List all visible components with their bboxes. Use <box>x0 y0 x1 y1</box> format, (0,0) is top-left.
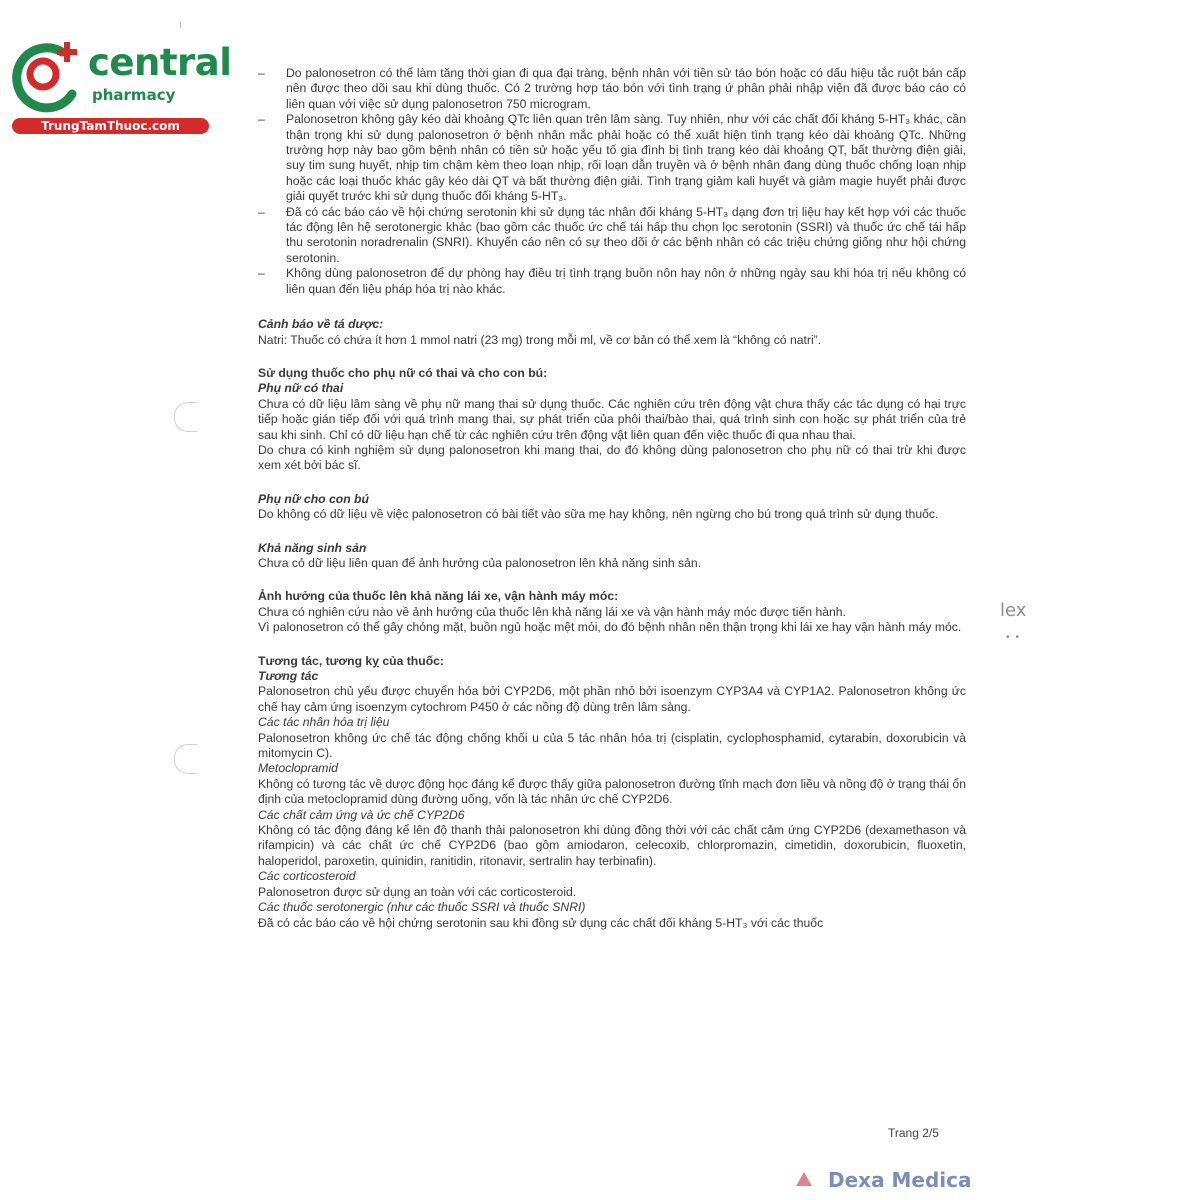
document-body <box>258 66 966 931</box>
list-item <box>258 112 966 204</box>
corticosteroid-subheading: Các corticosteroid <box>258 869 356 884</box>
page-number: Trang 2/5 <box>888 1126 939 1140</box>
pregnancy-subheading: Phụ nữ có thai <box>258 381 344 396</box>
excipient-heading: Cảnh báo về tá dược: <box>258 317 384 332</box>
serotonergic-subheading: Các thuốc serotonergic (như các thuốc SSRI và thuốc SNRI) <box>258 900 586 915</box>
interactions-subheading: Tương tác <box>258 669 319 683</box>
corticosteroid-paragraph: Palonosetron được sử dụng an toàn với các corticosteroid. <box>258 884 577 899</box>
driving-heading: Ảnh hưởng của thuốc lên khả năng lái xe, vận hành máy móc: <box>258 589 619 604</box>
company-stamp: Dexa Medica <box>828 1168 972 1192</box>
logo-sub: pharmacy <box>92 86 176 104</box>
dash-bullet: – <box>258 266 265 281</box>
serotonergic-paragraph: Đã có các báo cáo về hội chứng serotonin sau khi đồng sử dụng các chất đối kháng 5-HT₃ với các thuốc <box>258 915 824 930</box>
logo-brand: central <box>88 41 232 84</box>
bullet-text: Palonosetron không gây kéo dài khoảng QTc liên quan trên lâm sàng. Tuy nhiên, như với các chất đối kháng 5-HT₃ khác, cần thận trọng khi sử dụng palonosetron ở bệnh nhân mắc phải hoặc có thể xuất hiện tình trạng kéo dài khoảng QTc. Những trường hợp này bao gồm bệnh nhân có tiền sử hoặc yếu tố gia đình bị tình trạng kéo dài khoảng QT, bất thường điện giải, suy tim sung huyết, nhịp tim chậm kèm theo loạn nhịp, rối loạn dẫn truyền và ở bệnh nhân đang dùng thuốc chống loạn nhịp hoặc các loại thuốc khác gây kéo dài QT và bất thường điện giải. Tình trạng giảm kali huyết và giảm magie huyết phải được giải quyết trước khi sử dụng thuốc đối kháng 5-HT₃. <box>286 112 966 204</box>
chemo-subheading: Các tác nhân hóa trị liệu <box>258 715 390 730</box>
driving-paragraph: Chưa có nghiên cứu nào về ảnh hưởng của thuốc lên khả năng lái xe và vận hành máy móc được tiến hành. <box>258 604 846 619</box>
bullet-text: Không dùng palonosetron để dự phòng hay điều trị tình trạng buồn nôn hay nôn ở những ngày sau khi hóa trị nếu không có liên quan đến liệu pháp hóa trị nào khác. <box>286 266 966 296</box>
excipient-text: Natri: Thuốc có chứa ít hơn 1 mmol natri (23 mg) trong mỗi ml, về cơ bản có thể xem là “không có natri”. <box>258 332 822 347</box>
breastfeeding-subheading: Phụ nữ cho con bú <box>258 491 369 506</box>
pregnancy-paragraph: Do chưa có kinh nghiệm sử dụng palonosetron khi mang thai, do đó không dùng palonosetron cho phụ nữ có thai trừ khi được xem xét bởi bác sĩ. <box>258 442 966 473</box>
bullet-text: Đã có các báo cáo về hội chứng serotonin khi sử dụng tác nhân đối kháng 5-HT₃ dạng đơn trị liệu hay kết hợp với các thuốc tác động lên hệ serotonergic khác (bao gồm các thuốc ức chế tái hấp thu chọn lọc serotonin (SSRI) và thuốc ức chế tái hấp thu serotonin noradrenalin (SNRI). Khuyến cáo nên có sự theo dõi ở các bệnh nhân có các triệu chứng giống như hội chứng serotonin. <box>286 204 966 265</box>
punch-hole-mark <box>174 744 197 774</box>
pregnancy-paragraph: Chưa có dữ liệu lâm sàng về phụ nữ mang thai sử dụng thuốc. Các nghiên cứu trên động vật chưa thấy các tác dụng có hại trực tiếp hoặc gián tiếp đối với quá trình mang thai, sự phát triển của phôi thai/bào thai, quá trình sinh con hoặc sự phát triển của trẻ sau khi sinh. Chỉ có dữ liệu hạn chế từ các nghiên cứu trên động vật liên quan đến việc thuốc đi qua nhau thai. <box>258 396 966 442</box>
dash-bullet: – <box>258 112 265 127</box>
list-item <box>258 205 966 267</box>
cyp2d6-subheading: Các chất cảm ứng và ức chế CYP2D6 <box>258 807 465 822</box>
dash-bullet: – <box>258 66 265 80</box>
logo-mark-icon <box>10 36 90 116</box>
driving-paragraph: Vì palonosetron có thể gây chóng mặt, buồn ngủ hoặc mệt mỏi, do đó bệnh nhân nên thận trọng khi lái xe hay vận hành máy móc. <box>258 620 962 635</box>
list-item <box>258 66 966 112</box>
breastfeeding-paragraph: Do không có dữ liệu về việc palonosetron có bài tiết vào sữa mẹ hay không, nên ngừng cho bú trong quá trình sử dụng thuốc. <box>258 507 939 522</box>
metoclopramide-subheading: Metoclopramid <box>258 761 338 776</box>
punch-hole-mark <box>174 402 197 432</box>
dash-bullet: – <box>258 204 265 219</box>
stamp-triangle-icon <box>796 1172 812 1186</box>
pregnancy-heading: Sử dụng thuốc cho phụ nữ có thai và cho con bú: <box>258 365 548 380</box>
fertility-subheading: Khả năng sinh sản <box>258 540 367 555</box>
interactions-heading: Tương tác, tương kỵ của thuốc: <box>258 653 444 668</box>
metoclopramide-paragraph: Không có tương tác về dược động học đáng kể được thấy giữa palonosetron đường tĩnh mạch đơn liều và nồng độ ở trạng thái ổn định của metoclopramid dùng đường uống, vốn là tác nhân ức chế CYP2D6. <box>258 776 966 807</box>
bullet-text: Do palonosetron có thể làm tăng thời gian đi qua đại tràng, bệnh nhân với tiền sử táo bón hoặc có dấu hiệu tắc ruột bán cấp nên được theo dõi sau khi dùng thuốc. Có 2 trường hợp táo bón với tình trạng ứ phân phải nhập viện đã được báo cáo có liên quan với việc sử dụng palonosetron 750 microgram. <box>286 66 966 111</box>
side-dots: •• <box>1006 632 1026 643</box>
logo-site-link[interactable]: TrungTamThuoc.com <box>12 118 209 134</box>
side-stamp-mark: lex <box>1000 600 1027 621</box>
list-item <box>258 266 966 297</box>
chemo-paragraph: Palonosetron không ức chế tác động chống khối u của 5 tác nhân hóa trị (cisplatin, cyclophosphamid, cytarabin, doxorubicin và mitomycin C). <box>258 730 966 761</box>
cyp2d6-paragraph: Không có tác động đáng kể lên độ thanh thải palonosetron khi dùng đồng thời với các chất cảm ứng CYP2D6 (dexamethason và rifampicin) và các chất ức chế CYP2D6 (bao gồm amiodaron, celecoxib, chlorpromazin, cimetidin, doxorubicin, fluoxetin, haloperidol, paroxetin, quinidin, ranitidin, ritonavir, sertralin hay terbinafin). <box>258 823 966 868</box>
scan-mark <box>180 22 181 28</box>
fertility-paragraph: Chưa có dữ liệu liên quan để ảnh hưởng của palonosetron lên khả năng sinh sản. <box>258 555 702 570</box>
interactions-paragraph: Palonosetron chủ yếu được chuyển hóa bởi CYP2D6, một phần nhỏ bởi isoenzym CYP3A4 và CYP1A2. Palonosetron không ức chế hay cảm ứng isoenzym cytochrom P450 ở các nồng độ dùng trên lâm sàng. <box>258 684 966 714</box>
